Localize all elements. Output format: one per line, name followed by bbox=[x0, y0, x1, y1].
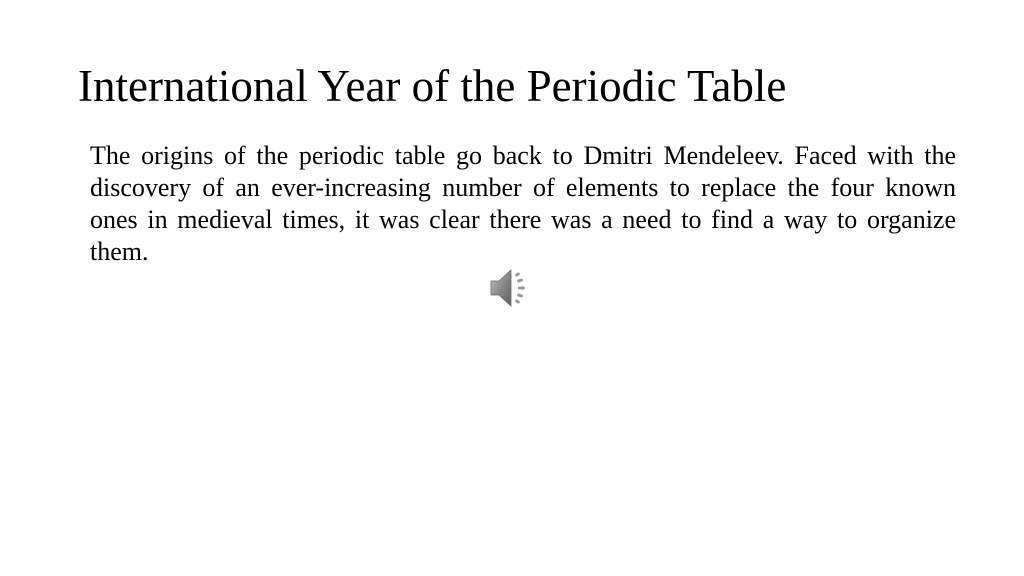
speaker-audio-icon[interactable] bbox=[489, 267, 533, 309]
slide-title: International Year of the Periodic Table bbox=[78, 61, 787, 111]
slide-body-text: The origins of the periodic table go back to Dmitri Mendeleev. Faced with the discovery of an ever-increasing number of elements to replace the four known ones in medieval times, it was clear there was a need to find a way to organize them. bbox=[90, 141, 956, 266]
